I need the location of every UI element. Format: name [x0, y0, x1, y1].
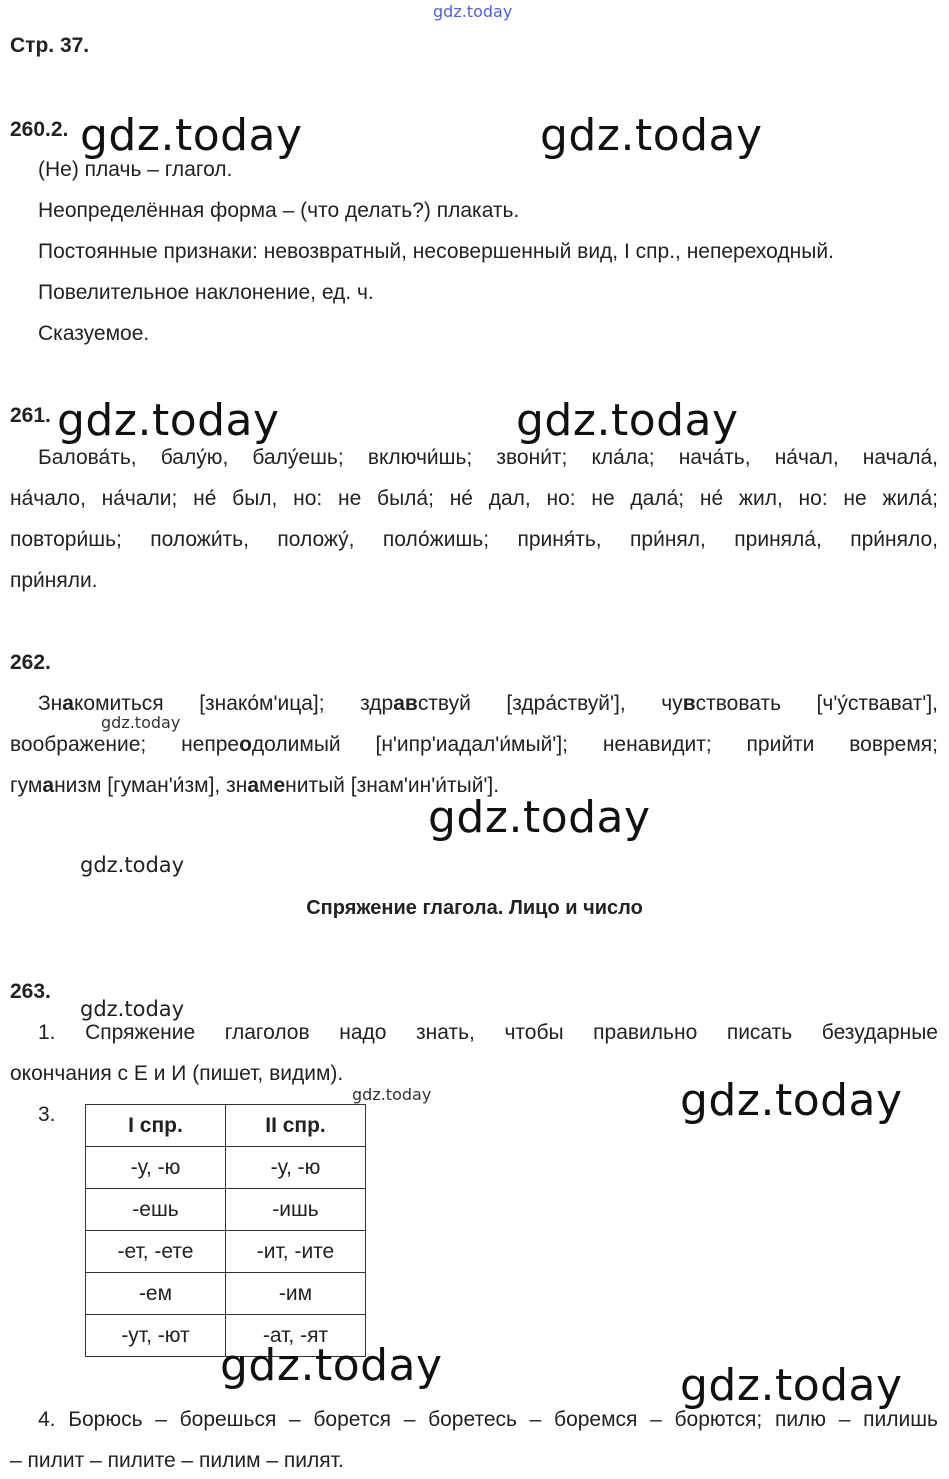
- table-header-cell: I спр.: [86, 1105, 226, 1147]
- exercise-263-item4-line: – пилит – пилите – пилим – пилят.: [10, 1449, 344, 1472]
- exercise-261-number: 261.: [10, 404, 51, 427]
- exercise-263-item1-line: окончания с Е и И (пишет, видим).: [10, 1062, 344, 1085]
- exercise-261-line: Балова́ть, балу́ю, балу́ешь; включи́шь; звони́т; кла́ла; нача́ть, на́чал, начала́,: [38, 446, 938, 469]
- exercise-263-item3-label: 3.: [38, 1103, 56, 1126]
- table-row: [86, 1189, 366, 1231]
- table-cell: -у, -ю: [86, 1147, 226, 1189]
- exercise-260-line: (Не) плачь – глагол.: [38, 158, 233, 181]
- watermark: gdz.today: [220, 1340, 443, 1391]
- table-header-cell: II спр.: [226, 1105, 366, 1147]
- watermark: gdz.today: [680, 1360, 903, 1411]
- table-row: [86, 1147, 366, 1189]
- exercise-262-number: 262.: [10, 651, 51, 674]
- exercise-260-line: Сказуемое.: [38, 322, 150, 345]
- table-cell: -ут, -ют: [86, 1315, 226, 1357]
- table-cell: -ишь: [226, 1189, 366, 1231]
- watermark: gdz.today: [680, 1075, 903, 1126]
- exercise-261-line: повтори́шь; положи́ть, положу́, поло́жишь; приня́ть, при́нял, приняла́, при́няло,: [10, 528, 938, 551]
- watermark: gdz.today: [101, 713, 181, 732]
- exercise-262-line: Знакомиться [знако́м'ица]; здравствуй [здра́ствуй'], чувствовать [ч'у́ствават'],: [38, 692, 938, 715]
- table-header-row: [86, 1105, 366, 1147]
- table-row: [86, 1231, 366, 1273]
- table-cell: -ет, -ете: [86, 1231, 226, 1273]
- watermark: gdz.today: [352, 1085, 432, 1104]
- conjugation-table: [85, 1104, 366, 1357]
- watermark: gdz.today: [80, 110, 303, 161]
- exercise-261-line: при́няли.: [10, 569, 98, 592]
- page-label: Стр. 37.: [10, 34, 90, 57]
- watermark: gdz.today: [428, 792, 651, 843]
- watermark: gdz.today: [516, 395, 739, 446]
- watermark: gdz.today: [80, 997, 185, 1021]
- section-title: Спряжение глагола. Лицо и число: [306, 897, 643, 919]
- table-cell: -у, -ю: [226, 1147, 366, 1189]
- table-cell: -ат, -ят: [226, 1315, 366, 1357]
- exercise-260-line: Повелительное наклонение, ед. ч.: [38, 281, 374, 304]
- exercise-263-number: 263.: [10, 980, 51, 1003]
- watermark: gdz.today: [57, 395, 280, 446]
- table-row: [86, 1273, 366, 1315]
- watermark: gdz.today: [540, 110, 763, 161]
- exercise-262-line: гуманизм [гуман'и́зм], знаменитый [знам'ин'и́тый'].: [10, 774, 500, 797]
- exercise-263-item1-line: 1. Спряжение глаголов надо знать, чтобы правильно писать безударные: [38, 1021, 938, 1044]
- exercise-260-line: Постоянные признаки: невозвратный, несовершенный вид, I спр., непереходный.: [38, 240, 834, 263]
- exercise-260-line: Неопределённая форма – (что делать?) плакать.: [38, 199, 520, 222]
- watermark: gdz.today: [80, 853, 185, 877]
- exercise-263-item4-line: 4. Борюсь – борешься – борется – боретесь – боремся – борются; пилю – пилишь: [38, 1408, 938, 1431]
- watermark-top: gdz.today: [433, 2, 513, 21]
- table-cell: -ем: [86, 1273, 226, 1315]
- exercise-261-line: на́чало, на́чали; не́ был, но: не была́; не́ дал, но: не дала́; не́ жил, но: не жила́;: [10, 487, 938, 510]
- exercise-260-number: 260.2.: [10, 118, 69, 141]
- exercise-262-line: воображение; непреодолимый [н'ипр'иадал'и́мый']; ненавидит; прийти вовремя;: [10, 733, 939, 756]
- table-cell: -ешь: [86, 1189, 226, 1231]
- table-cell: -им: [226, 1273, 366, 1315]
- table-cell: -ит, -ите: [226, 1231, 366, 1273]
